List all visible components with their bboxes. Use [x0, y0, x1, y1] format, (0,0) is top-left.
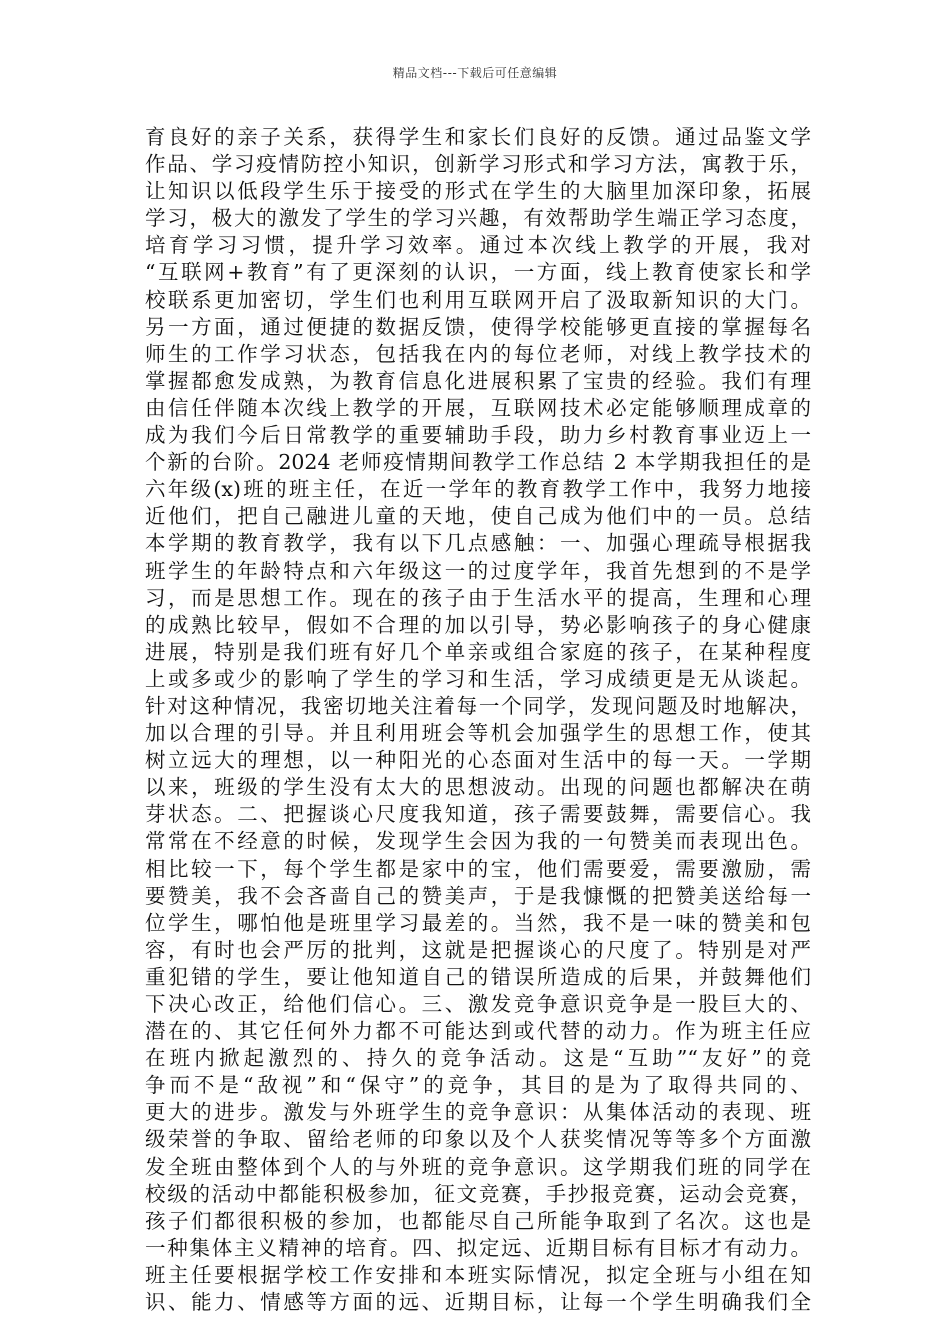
body-line: 要赞美，我不会吝啬自己的赞美声，于是我慷慨的把赞美送给每一 [145, 883, 811, 908]
body-line: 个新的台阶。2024 老师疫情期间教学工作总结 2 本学期我担任的是 [145, 450, 811, 475]
body-line: 师生的工作学习状态，包括我在内的每位老师，对线上教学技术的 [145, 341, 811, 366]
body-line: 的成熟比较早，假如不合理的加以引导，势必影响孩子的身心健康 [145, 612, 811, 637]
body-line: 发全班由整体到个人的与外班的竞争意识。这学期我们班的同学在 [145, 1154, 811, 1179]
body-line: 级荣誉的争取、留给老师的印象以及个人获奖情况等等多个方面激 [145, 1127, 811, 1152]
body-line: 习，而是思想工作。现在的孩子由于生活水平的提高，生理和心理 [145, 585, 811, 610]
page-header: 精品文档---下载后可任意编辑 [392, 66, 558, 80]
body-line: 芽状态。二、把握谈心尺度我知道，孩子需要鼓舞，需要信心。我 [145, 802, 811, 827]
body-line: 重犯错的学生，要让他知道自己的错误所造成的后果，并鼓舞他们 [145, 964, 811, 989]
body-line: 识、能力、情感等方面的远、近期目标，让每一个学生明确我们全 [145, 1290, 811, 1315]
body-line: 一种集体主义精神的培育。四、拟定远、近期目标有目标才有动力。 [145, 1235, 811, 1260]
body-line: 位学生，哪怕他是班里学习最差的。当然，我不是一味的赞美和包 [145, 910, 811, 935]
body-line: 作品、学习疫情防控小知识，创新学习形式和学习方法，寓教于乐， [145, 152, 811, 177]
body-line: 班学生的年龄特点和六年级这一的过度学年，我首先想到的不是学 [145, 558, 811, 583]
body-line: 成为我们今后日常教学的重要辅助手段，助力乡村教育事业迈上一 [145, 423, 811, 448]
body-line: 六年级(x)班的班主任，在近一学年的教育教学工作中，我努力地接 [145, 477, 811, 502]
body-line: 在班内掀起激烈的、持久的竞争活动。这是“互助”“友好”的竞 [145, 1046, 811, 1071]
body-line: 校联系更加密切，学生们也利用互联网开启了汲取新知识的大门。 [145, 287, 811, 312]
body-line: 潜在的、其它任何外力都不可能达到或代替的动力。作为班主任应 [145, 1019, 811, 1044]
body-line: 近他们，把自己融进儿童的天地，使自己成为他们中的一员。总结 [145, 504, 811, 529]
body-line: 学习，极大的激发了学生的学习兴趣，有效帮助学生端正学习态度， [145, 206, 811, 231]
body-text [145, 124, 811, 1316]
body-line: 容，有时也会严厉的批判，这就是把握谈心的尺度了。特别是对严 [145, 937, 811, 962]
body-line: 育良好的亲子关系，获得学生和家长们良好的反馈。通过品鉴文学 [145, 125, 811, 149]
body-line: 以来，班级的学生没有太大的思想波动。出现的问题也都解决在萌 [145, 775, 811, 800]
body-line: 让知识以低段学生乐于接受的形式在学生的大脑里加深印象，拓展 [145, 179, 811, 204]
body-line: 班主任要根据学校工作安排和本班实际情况，拟定全班与小组在知 [145, 1262, 811, 1287]
body-line: 常常在不经意的时候，发现学生会因为我的一句赞美而表现出色。 [145, 829, 811, 854]
body-line: 另一方面，通过便捷的数据反馈，使得学校能够更直接的掌握每名 [145, 314, 811, 339]
body-line: 争而不是“敌视”和“保守”的竞争，其目的是为了取得共同的、 [145, 1073, 811, 1098]
body-line: “互联网+教育”有了更深刻的认识，一方面，线上教育使家长和学 [145, 260, 811, 285]
body-line: 掌握都愈发成熟，为教育信息化进展积累了宝贵的经验。我们有理 [145, 368, 811, 393]
body-line: 进展，特别是我们班有好几个单亲或组合家庭的孩子，在某种程度 [145, 639, 811, 664]
body-line: 下决心改正，给他们信心。三、激发竞争意识竞争是一股巨大的、 [145, 992, 811, 1016]
body-line: 培育学习习惯，提升学习效率。通过本次线上教学的开展，我对 [145, 233, 811, 258]
body-line: 加以合理的引导。并且利用班会等机会加强学生的思想工作，使其 [145, 721, 811, 746]
body-line: 更大的进步。激发与外班学生的竞争意识：从集体活动的表现、班 [145, 1100, 811, 1125]
body-line: 孩子们都很积极的参加，也都能尽自己所能争取到了名次。这也是 [145, 1208, 811, 1233]
body-line: 树立远大的理想，以一种阳光的心态面对生活中的每一天。一学期 [145, 748, 811, 773]
body-line: 上或多或少的影响了学生的学习和生活，学习成绩更是无从谈起。 [145, 666, 811, 691]
body-line: 由信任伴随本次线上教学的开展，互联网技术必定能够顺理成章的 [145, 395, 811, 420]
body-line: 相比较一下，每个学生都是家中的宝，他们需要爱，需要激励，需 [145, 856, 811, 881]
body-line: 本学期的教育教学，我有以下几点感触：一、加强心理疏导根据我 [145, 531, 811, 556]
body-line: 针对这种情况，我密切地关注着每一个同学，发现问题及时地解决， [145, 693, 811, 718]
body-line: 校级的活动中都能积极参加，征文竞赛，手抄报竞赛，运动会竞赛， [145, 1181, 811, 1206]
